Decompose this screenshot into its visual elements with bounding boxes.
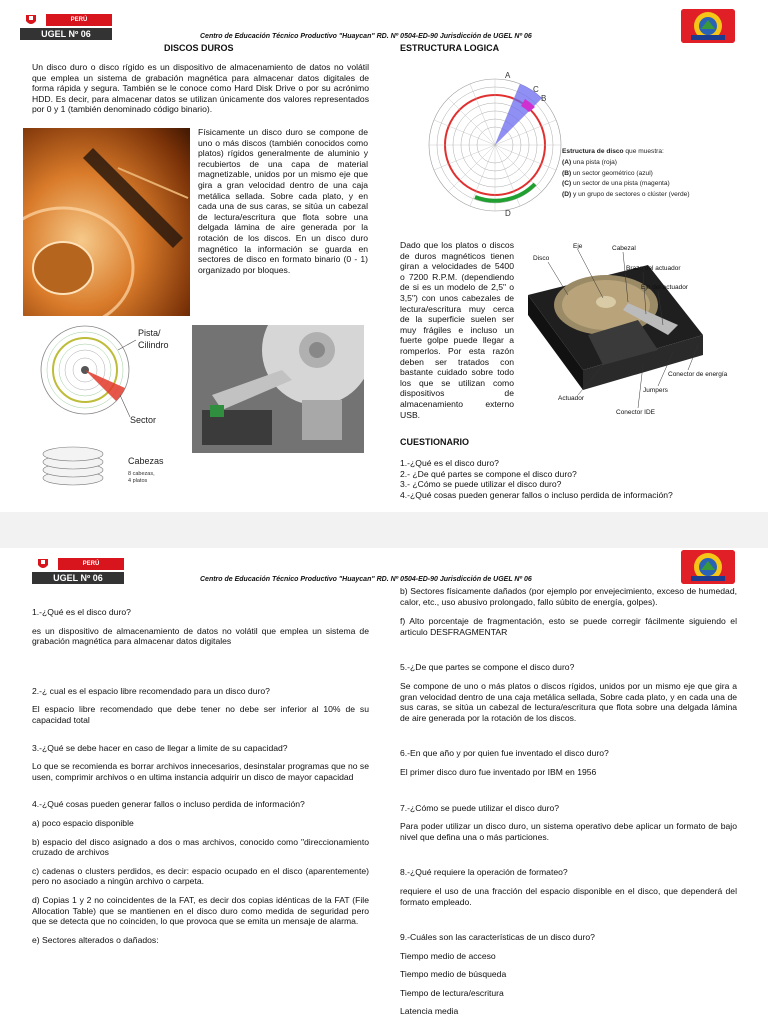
label-a: A (505, 71, 511, 80)
question: 2.-¿ cual es el espacio libre recomendado para un disco duro? (32, 685, 270, 696)
label-sector: Sector (130, 415, 157, 425)
structure-caption (562, 147, 722, 201)
physical-paragraph: Físicamente un disco duro se compone de uno o más discos (también conocidos como platos) rígidos generalmente de aluminio y recubiertos de una capa de material magnetizable, unidos por un mismo eje que gira a gran velocidad dentro de una caja metálica sellada. Sobre cada plato, y en cada una de sus caras, se sitúa un cabezal de lectura/escritura que flota sobre una delgada lámina de aire generada por la rotación de los discos. En un disco duro magnético la información se guarda en sectores de disco en formato binario (0 - 1) organizado por bloques. (198, 127, 368, 275)
label-d: D (505, 209, 511, 218)
label-conector-energia: Conector de energía (668, 371, 728, 378)
label-jumpers: Jumpers (643, 387, 668, 394)
answer: d) Copias 1 y 2 no coincidentes de la FAT, es decir dos copias idénticas de la FAT (File Allocation Table) que se mantienen en el disco duro como medida de seguridad pero que se detecta que no coinciden, lo que provoca que se emita un mensaje de alarma. (32, 894, 369, 927)
caption-item: un sector de una pista (magenta) (571, 180, 670, 188)
intro-paragraph: Un disco duro o disco rígido es un dispositivo de almacenamiento de datos no volátil que emplea un sistema de grabación magnética para almacenar datos digitales de forma rápida y segura. También se le conoce como Hard Disk Drive o por su acrónimo HDD. Es decir, para almacenar datos se utilizan únicamente dos valores representados por 0 y 1 (también denominado código binario). (32, 62, 369, 115)
quiz-list (400, 458, 740, 500)
disk-structure-diagram (425, 70, 565, 220)
header-center-text: Centro de Educación Técnico Productivo "Huaycan" RD. Nº 0504-ED-90 Jurisdicción de UGEL Nº 06 (200, 33, 532, 40)
label-brazo: Brazo del actuador (626, 265, 681, 272)
quiz-item: 2.- ¿De qué partes se compone el disco duro? (400, 468, 577, 479)
answer: a) poco espacio disponible (32, 817, 134, 828)
tracks-sectors-icon (38, 325, 188, 495)
label-eje-actuador: Eje del actuador (641, 284, 688, 291)
label-cabezas-note1: 8 cabezas, (128, 471, 155, 477)
school-emblem-icon (681, 9, 735, 43)
right-title: ESTRUCTURA LOGICA (400, 43, 500, 53)
answer: El espacio libre recomendado que debe tener no debe ser inferior al 10% de su capacidad total (32, 704, 369, 725)
page-gap (0, 512, 768, 548)
question: 7.-¿Cómo se puede utilizar el disco duro? (400, 802, 560, 813)
list-item: Tiempo medio de búsqueda (400, 969, 507, 980)
caption-item: un sector geométrico (azul) (571, 169, 653, 177)
hdd-parts-icon (528, 240, 740, 420)
left-column (32, 607, 369, 945)
peru-label: PERÚ (46, 14, 112, 26)
label-conector-ide: Conector IDE (616, 409, 656, 416)
answer: b) Sectores físicamente dañados (por ejemplo por envejecimiento, exceso de humedad, calor, etc., uso abusivo prolongado, fallo súbito de energía, golpes). (400, 586, 737, 607)
answer: Se compone de uno o más platos o discos rígidos, unidos por un mismo eje que gira a gran velocidad dentro de una caja metálica sellada, Sobre cada plato, y en cada una de sus caras, se sitúa un cabezal de lectura/escritura que flota sobre una delgada lámina de aire generada por la rotación de los discos. (400, 680, 737, 723)
ugel-logo (20, 14, 112, 46)
left-title: DISCOS DUROS (164, 43, 234, 53)
label-actuador: Actuador (558, 395, 585, 402)
label-cabezal: Cabezal (612, 245, 636, 252)
caption-key: (B) (562, 169, 572, 177)
quiz-item: 3.- ¿Cómo se puede utilizar el disco duro? (400, 479, 562, 490)
open-hdd-photo-icon (192, 325, 364, 453)
label-cabezas: Cabezas (128, 456, 164, 466)
header-center-text: Centro de Educación Técnico Productivo "Huaycan" RD. Nº 0504-ED-90 Jurisdicción de UGEL Nº 06 (200, 576, 532, 583)
answer: e) Sectores alterados o dañados: (32, 934, 159, 945)
tracks-sectors-diagram (38, 325, 188, 495)
caption-item: y un grupo de sectores o clúster (verde) (571, 191, 690, 199)
answer: es un dispositivo de almacenamiento de datos no volátil que emplea un sistema de grabación magnética para almacenar datos digitales (32, 625, 369, 647)
school-logo (681, 550, 735, 584)
answer: El primer disco duro fue inventado por IBM en 1956 (400, 766, 597, 777)
page-2 (0, 548, 768, 1024)
label-b: B (541, 94, 547, 103)
label-pista: Pista/ (138, 328, 161, 338)
speed-paragraph: Dado que los platos o discos de duros magnéticos tienen giran a velocidades de 5400 o 7200 R.P.M. (dependiendo de si es un modelo de 2,5" o 3,5") con unos cabezales de lectura/escritura muy cerca de la superficie suelen ser muy frágiles e incluso un fuerte golpe puede llegar a romperlos. Por esta razón deben ser tratados con bastante cuidado sobre todo los que se utilizan como dispositivos de almacenamiento externo USB. (400, 240, 514, 420)
peru-shield-icon (32, 558, 54, 571)
answer: b) espacio del disco asignado a dos o mas archivos, conocido como "direccionamiento cruzado de archivos (32, 836, 369, 858)
caption-title: Estructura de disco (562, 148, 624, 155)
caption-key: (D) (562, 191, 572, 199)
label-disco: Disco (533, 255, 550, 262)
quiz-item: 4.-¿Qué cosas pueden generar fallos o incluso perdida de información? (400, 489, 673, 500)
peru-shield-icon (20, 14, 42, 27)
hdd-parts-diagram (528, 240, 740, 420)
list-item: Tiempo de lectura/escritura (400, 987, 504, 998)
ugel-label: UGEL Nº 06 (20, 28, 112, 40)
hdd-platter-photo-icon (23, 128, 190, 316)
label-eje: Eje (573, 243, 583, 250)
quiz-title: CUESTIONARIO (400, 437, 470, 447)
answer: Lo que se recomienda es borrar archivos innecesarios, desinstalar programas que no se usen, comprimir archivos o en ultima instancia adquirir un disco de mayor capacidad (32, 761, 369, 782)
caption-key: (A) (562, 158, 572, 166)
answer: requiere el uso de una fracción del espacio disponible en el disco, que dependerá del formato empleado. (400, 885, 737, 907)
question: 4.-¿Qué cosas pueden generar fallos o incluso perdida de información? (32, 799, 305, 810)
list-item: Tiempo medio de acceso (400, 950, 496, 961)
question: 3.-¿Qué se debe hacer en caso de llegar a limite de su capacidad? (32, 742, 288, 753)
question: 5.-¿De que partes se compone el disco duro? (400, 662, 575, 673)
caption-key: (C) (562, 180, 572, 188)
hdd-photo (23, 128, 190, 316)
label-c: C (533, 85, 539, 94)
ugel-logo (32, 558, 124, 590)
caption-title-rest: que muestra: (623, 148, 664, 155)
answer: f) Alto porcentaje de fragmentación, esto se puede corregir fácilmente siguiendo el articulo DESFRAGMENTAR (400, 616, 737, 637)
ugel-label: UGEL Nº 06 (32, 572, 124, 584)
peru-label: PERÚ (58, 558, 124, 570)
list-item: Latencia media (400, 1006, 459, 1017)
question: 6.-En que año y por quien fue inventado el disco duro? (400, 748, 609, 759)
answer: c) cadenas o clusters perdidos, es decir: espacio ocupado en el disco (aparentemente) pero no asociado a ningún archivo o carpeta. (32, 865, 369, 887)
disk-structure-icon (425, 70, 565, 220)
school-logo (681, 9, 735, 43)
answer: Para poder utilizar un disco duro, un sistema operativo debe aplicar un formato de bajo nivel que defina una o más particiones. (400, 821, 737, 842)
question: 9.-Cuáles son las características de un disco duro? (400, 932, 595, 943)
right-column (400, 586, 737, 1017)
question: 1.-¿Qué es el disco duro? (32, 607, 131, 617)
open-hdd-photo (192, 325, 364, 453)
label-cilindro: Cilindro (138, 340, 169, 350)
caption-item: una pista (roja) (571, 158, 617, 166)
school-emblem-icon (681, 550, 735, 584)
label-cabezas-note2: 4 platos (128, 478, 148, 484)
question: 8.-¿Qué requiere la operación de formateo? (400, 867, 568, 878)
quiz-item: 1.-¿Qué es el disco duro? (400, 458, 499, 468)
